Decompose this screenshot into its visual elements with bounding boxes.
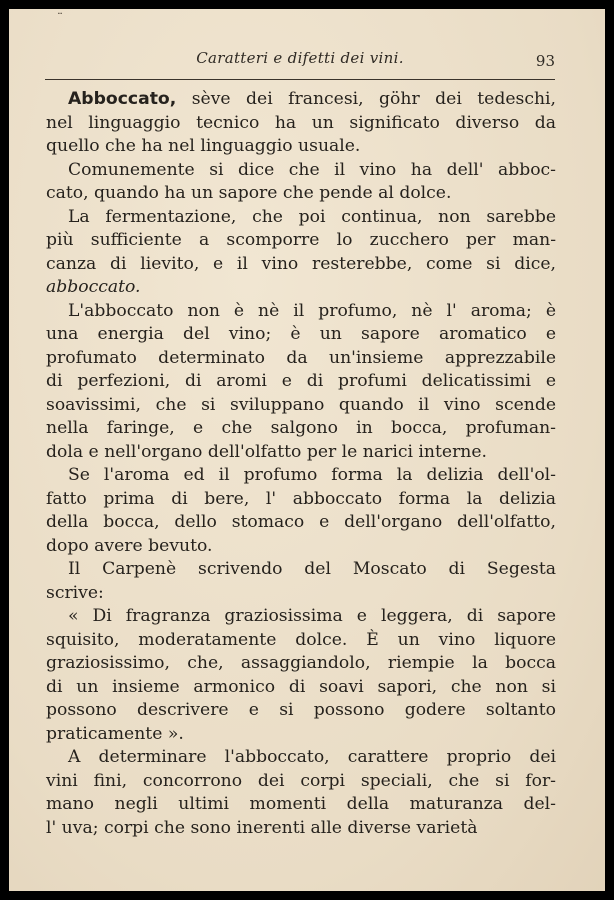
text-line: L'abboccato non è nè il profumo, nè l' aroma; è [68, 300, 556, 321]
text-line [46, 88, 556, 112]
paragraph [46, 206, 556, 300]
text-line: più sufficiente a scomporre lo zucchero per man- [46, 230, 556, 250]
text-line: una energia del vino; è un sapore aromatico e [46, 324, 556, 344]
text-line: dopo avere bevuto. [46, 535, 213, 556]
text-line: l' uva; corpi che sono inerenti alle diverse varietà [46, 817, 478, 838]
paragraph [46, 464, 556, 558]
text-line: Se l'aroma ed il profumo forma la delizia dell'ol- [68, 465, 556, 485]
text-line: nel linguaggio tecnico ha un significato diverso da [46, 112, 556, 133]
text-line: della bocca, dello stomaco e dell'organo dell'olfatto, [46, 512, 556, 532]
ink-speck: ¨ [57, 11, 63, 25]
paragraph [46, 558, 556, 605]
text-line: mano negli ultimi momenti della maturanza del- [46, 794, 556, 814]
text-line: La fermentazione, che poi continua, non sarebbe [68, 206, 556, 227]
text-line: cato, quando ha un sapore che pende al dolce. [46, 183, 452, 203]
text-line: A determinare l'abboccato, carattere proprio dei [68, 747, 556, 767]
page-number: 93 [535, 52, 555, 70]
text-line: nella faringe, e che salgono in bocca, profuman- [46, 418, 556, 438]
line-text: sève dei francesi, göhr dei tedeschi, [176, 89, 556, 109]
text-line: dola e nell'organo dell'olfatto per le narici interne. [46, 441, 487, 462]
text-line: « Di fragranza graziosissima e leggera, di sapore [68, 606, 556, 626]
text-line: fatto prima di bere, l' abboccato forma la delizia [46, 488, 556, 509]
text-line: canza di lievito, e il vino resterebbe, come si dice, [46, 253, 556, 274]
text-line: praticamente ». [46, 723, 184, 744]
text-line: vini fini, concorrono dei corpi speciali, che si for- [46, 770, 556, 791]
paragraph [46, 159, 556, 206]
page-header [45, 45, 555, 80]
text-line: graziosissimo, che, assaggiandolo, riempie la bocca [46, 653, 556, 673]
body-text [46, 88, 556, 840]
running-head: Caratteri e difetti dei vini. [196, 49, 404, 67]
paragraph [46, 746, 556, 840]
italic-text: abboccato. [46, 277, 141, 297]
text-line: scrive: [46, 582, 104, 603]
text-line: di perfezioni, di aromi e di profumi delicatissimi e [46, 371, 556, 391]
text-line: Il Carpenè scrivendo del Moscato di Segesta [68, 559, 556, 579]
book-page [9, 9, 605, 891]
defined-term: Abboccato, [68, 89, 177, 109]
text-line: squisito, moderatamente dolce. È un vino liquore [46, 629, 556, 650]
text-line: possono descrivere e si possono godere soltanto [46, 700, 556, 720]
text-line: soavissimi, che si sviluppano quando il vino scende [46, 394, 556, 415]
text-line [46, 276, 556, 300]
text-line: Comunemente si dice che il vino ha dell' abboc- [68, 159, 556, 180]
paragraph [46, 88, 556, 159]
text-line: profumato determinato da un'insieme apprezzabile [46, 347, 556, 368]
text-line: quello che ha nel linguaggio usuale. [46, 136, 361, 156]
text-line: di un insieme armonico di soavi sapori, che non si [46, 676, 556, 697]
paragraph [46, 605, 556, 746]
paragraph [46, 300, 556, 465]
